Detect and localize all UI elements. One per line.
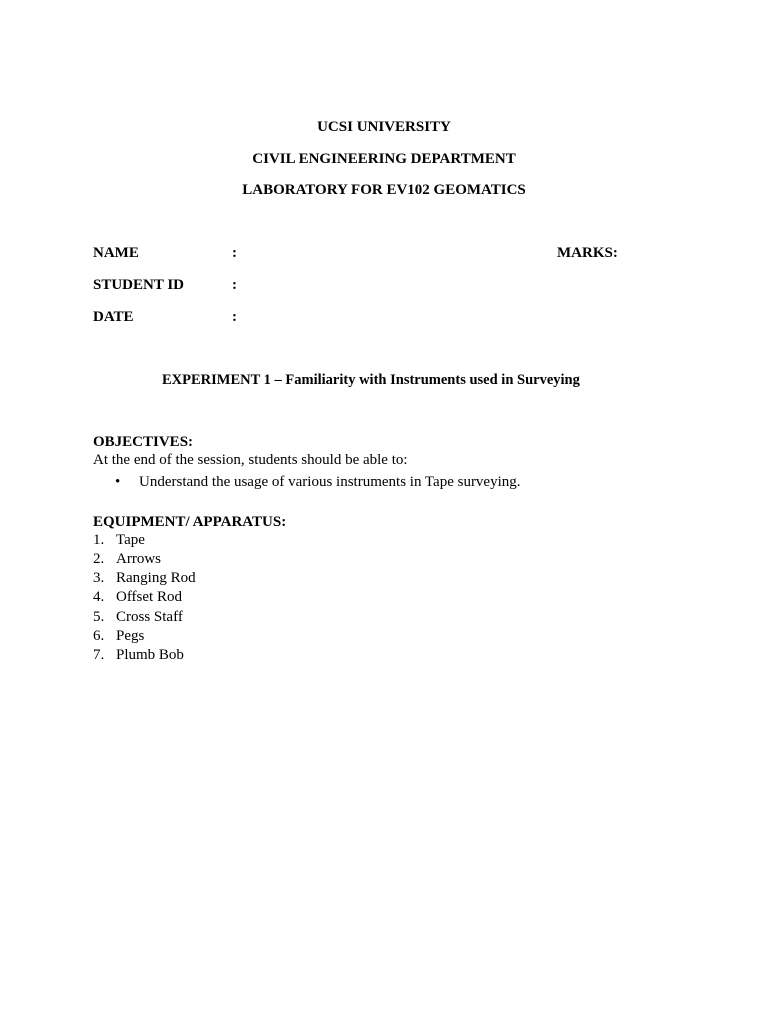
objectives-intro: At the end of the session, students should be able to: [93,452,408,468]
equipment-number: 6. [93,628,105,644]
equipment-item: Tape [116,532,145,548]
equipment-item: Plumb Bob [116,647,184,663]
equipment-item: Arrows [116,551,161,567]
equipment-heading: EQUIPMENT/ APPARATUS: [93,514,287,530]
equipment-number: 5. [93,609,105,625]
equipment-number: 2. [93,551,105,567]
student-id-colon: : [232,277,237,293]
experiment-title: EXPERIMENT 1 – Familiarity with Instruments used in Surveying [162,372,580,388]
department-title: CIVIL ENGINEERING DEPARTMENT [252,151,516,167]
student-id-label: STUDENT ID [93,277,185,293]
name-colon: : [232,245,237,261]
date-label: DATE [93,309,134,325]
equipment-item: Offset Rod [116,589,182,605]
date-colon: : [232,309,237,325]
equipment-number: 1. [93,532,105,548]
bullet-icon: • [115,474,121,490]
equipment-number: 7. [93,647,105,663]
equipment-item: Cross Staff [116,609,183,625]
objective-item: Understand the usage of various instruments in Tape surveying. [139,474,521,490]
university-title: UCSI UNIVERSITY [317,119,451,135]
name-label: NAME [93,245,139,261]
laboratory-title: LABORATORY FOR EV102 GEOMATICS [242,182,526,198]
equipment-number: 4. [93,589,105,605]
objectives-heading: OBJECTIVES: [93,434,194,450]
equipment-item: Pegs [116,628,145,644]
marks-label: MARKS: [557,245,618,261]
equipment-number: 3. [93,570,105,586]
equipment-item: Ranging Rod [116,570,196,586]
